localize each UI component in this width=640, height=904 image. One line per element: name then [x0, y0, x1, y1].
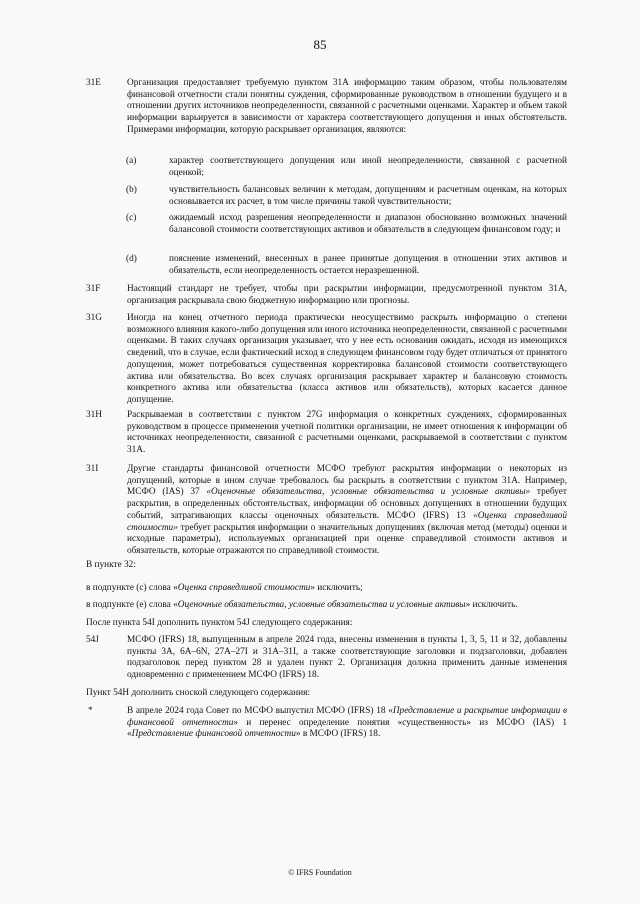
footnote-mark: *: [88, 706, 93, 716]
paragraph-text: Раскрываемая в соответствии с пунктом 27G информация о конкретных суждениях, сформированных руководством в процессе применения учетной политики организации, не имеет отношения к информации об источниках неопределенности, связанной с расчетными оценками, раскрываемой в соответствии с пунктом 31А.: [127, 410, 567, 456]
paragraph-text: Другие стандарты финансовой отчетности МСФО требуют раскрытия информации о некоторых из допущений, которые в ином случае требовалось бы раскрыть в соответствии с пунктом 31А. Например, МСФО (IAS) 37 «Оценочные обязательства, условные обязательства и условные активы» требует раскрытия, в определенных обстоятельствах, информации об основных допущениях в отношении будущих событий, затрагивающих классы оценочных обязательств. МСФО (IFRS) 13 «Оценка справедливой стоимости» требует раскрытия информации о значительных допущениях (включая метод (методы) оценки и исходные параметры), используемых организацией при оценке справедливой стоимости активов и обязательств, которые отражаются по справедливой стоимости.: [127, 464, 567, 556]
list-item-text: характер соответствующего допущения или иной неопределенности, связанной с расчетной оценкой;: [169, 156, 567, 178]
paragraph-text: МСФО (IFRS) 18, выпущенным в апреле 2024 года, внесены изменения в пункты 1, 3, 5, 11 и 32, добавлены пункты 3А, 6А–6N, 27А–27I и 31А–31I, а также соответствующие заголовки и подзаголовки, добавлен подзаголовок перед пунктом 28 и удален пункт 2. Организация должна применить данные изменения одновременно с применением МСФО (IFRS) 18.: [127, 635, 567, 681]
paragraph-31E: [86, 78, 567, 148]
amendment-intro-32: В пункте 32:: [86, 560, 136, 570]
standard-title: «Оценка справедливой стоимости»: [127, 510, 567, 533]
copyright-footer: © IFRS Foundation: [288, 868, 352, 877]
list-item-label: (a): [126, 156, 137, 166]
footnote-text: В апреле 2024 года Совет по МСФО выпустил МСФО (IFRS) 18 «Представление и раскрытие информации в финансовой отчетности» и перенес определение понятия «существенность» из МСФО (IAS) 1 «Представление финансовой отчетности» в МСФО (IFRS) 18.: [127, 706, 568, 740]
paragraph-number: 54J: [86, 635, 99, 645]
paragraph-text: Иногда на конец отчетного периода практически неосуществимо раскрыть информацию о степени возможного влияния какого-либо допущения или иного источника неопределенности, связанной с расчетными оценками. В таких случаях организация указывает, что у нее есть основания ожидать, исходя из имеющихся сведений, что в случае, если фактический исход в следующем финансовом году будет отличаться от принятого допущения, может потребоваться существенная корректировка балансовой стоимости соответствующего актива или обязательства. Во всех случаях организация раскрывает характер и балансовую стоимость конкретного актива или обязательства (класса активов или обязательств), которых касается данное допущение.: [127, 313, 567, 405]
standard-title: «Оценочные обязательства, условные обязательства и условные активы»: [206, 487, 531, 498]
paragraph-number: 31I: [86, 464, 99, 474]
amendment-32c: в подпункте (c) слова «Оценка справедливой стоимости» исключить;: [86, 583, 363, 593]
amendment-32e: в подпункте (е) слова «Оценочные обязательства, условные обязательства и условные активы» исключить.: [86, 600, 518, 610]
list-item-label: (b): [126, 185, 137, 195]
amendment-intro-54H: Пункт 54H дополнить сноской следующего содержания:: [86, 688, 310, 698]
list-item-label: (c): [126, 213, 137, 223]
paragraph-number: 31E: [86, 78, 101, 88]
page-number: 85: [313, 37, 327, 52]
paragraph-text: Настоящий стандарт не требует, чтобы при раскрытии информации, предусмотренной пунктом 31А, организация раскрывала свою бюджетную информацию или прогнозы.: [127, 284, 567, 306]
paragraph-number: 31F: [86, 284, 101, 294]
list-item-label: (d): [126, 254, 137, 264]
list-item-text: чувствительность балансовых величин к методам, допущениям и расчетным оценкам, на которых основывается их расчет, в том числе причины такой чувствительности;: [169, 185, 567, 207]
list-item-text: пояснение изменений, внесенных в ранее принятые допущения в отношении этих активов и обязательств, если неопределенность остается неразрешенной.: [169, 254, 567, 276]
amendment-intro-54J: После пункта 54I дополнить пунктом 54J следующего содержания:: [86, 618, 353, 628]
paragraph-number: 31H: [86, 410, 103, 420]
paragraph-number: 31G: [86, 313, 103, 323]
paragraph-text: Организация предоставляет требуемую пунктом 31А информацию таким образом, чтобы пользователям финансовой отчетности стали понятны суждения, сформированные руководством в отношении будущего и в отношении других источников неопределенности, связанной с расчетными оценками. Характер и объем такой информации варьируется в зависимости от характера соответствующего допущения и иных обстоятельств. Примерами информации, которую раскрывает организация, являются:: [127, 78, 567, 135]
list-item-text: ожидаемый исход разрешения неопределенности и диапазон обоснованно возможных значений балансовой стоимости соответствующих активов и обязательств в следующем финансовом году; и: [169, 213, 567, 235]
